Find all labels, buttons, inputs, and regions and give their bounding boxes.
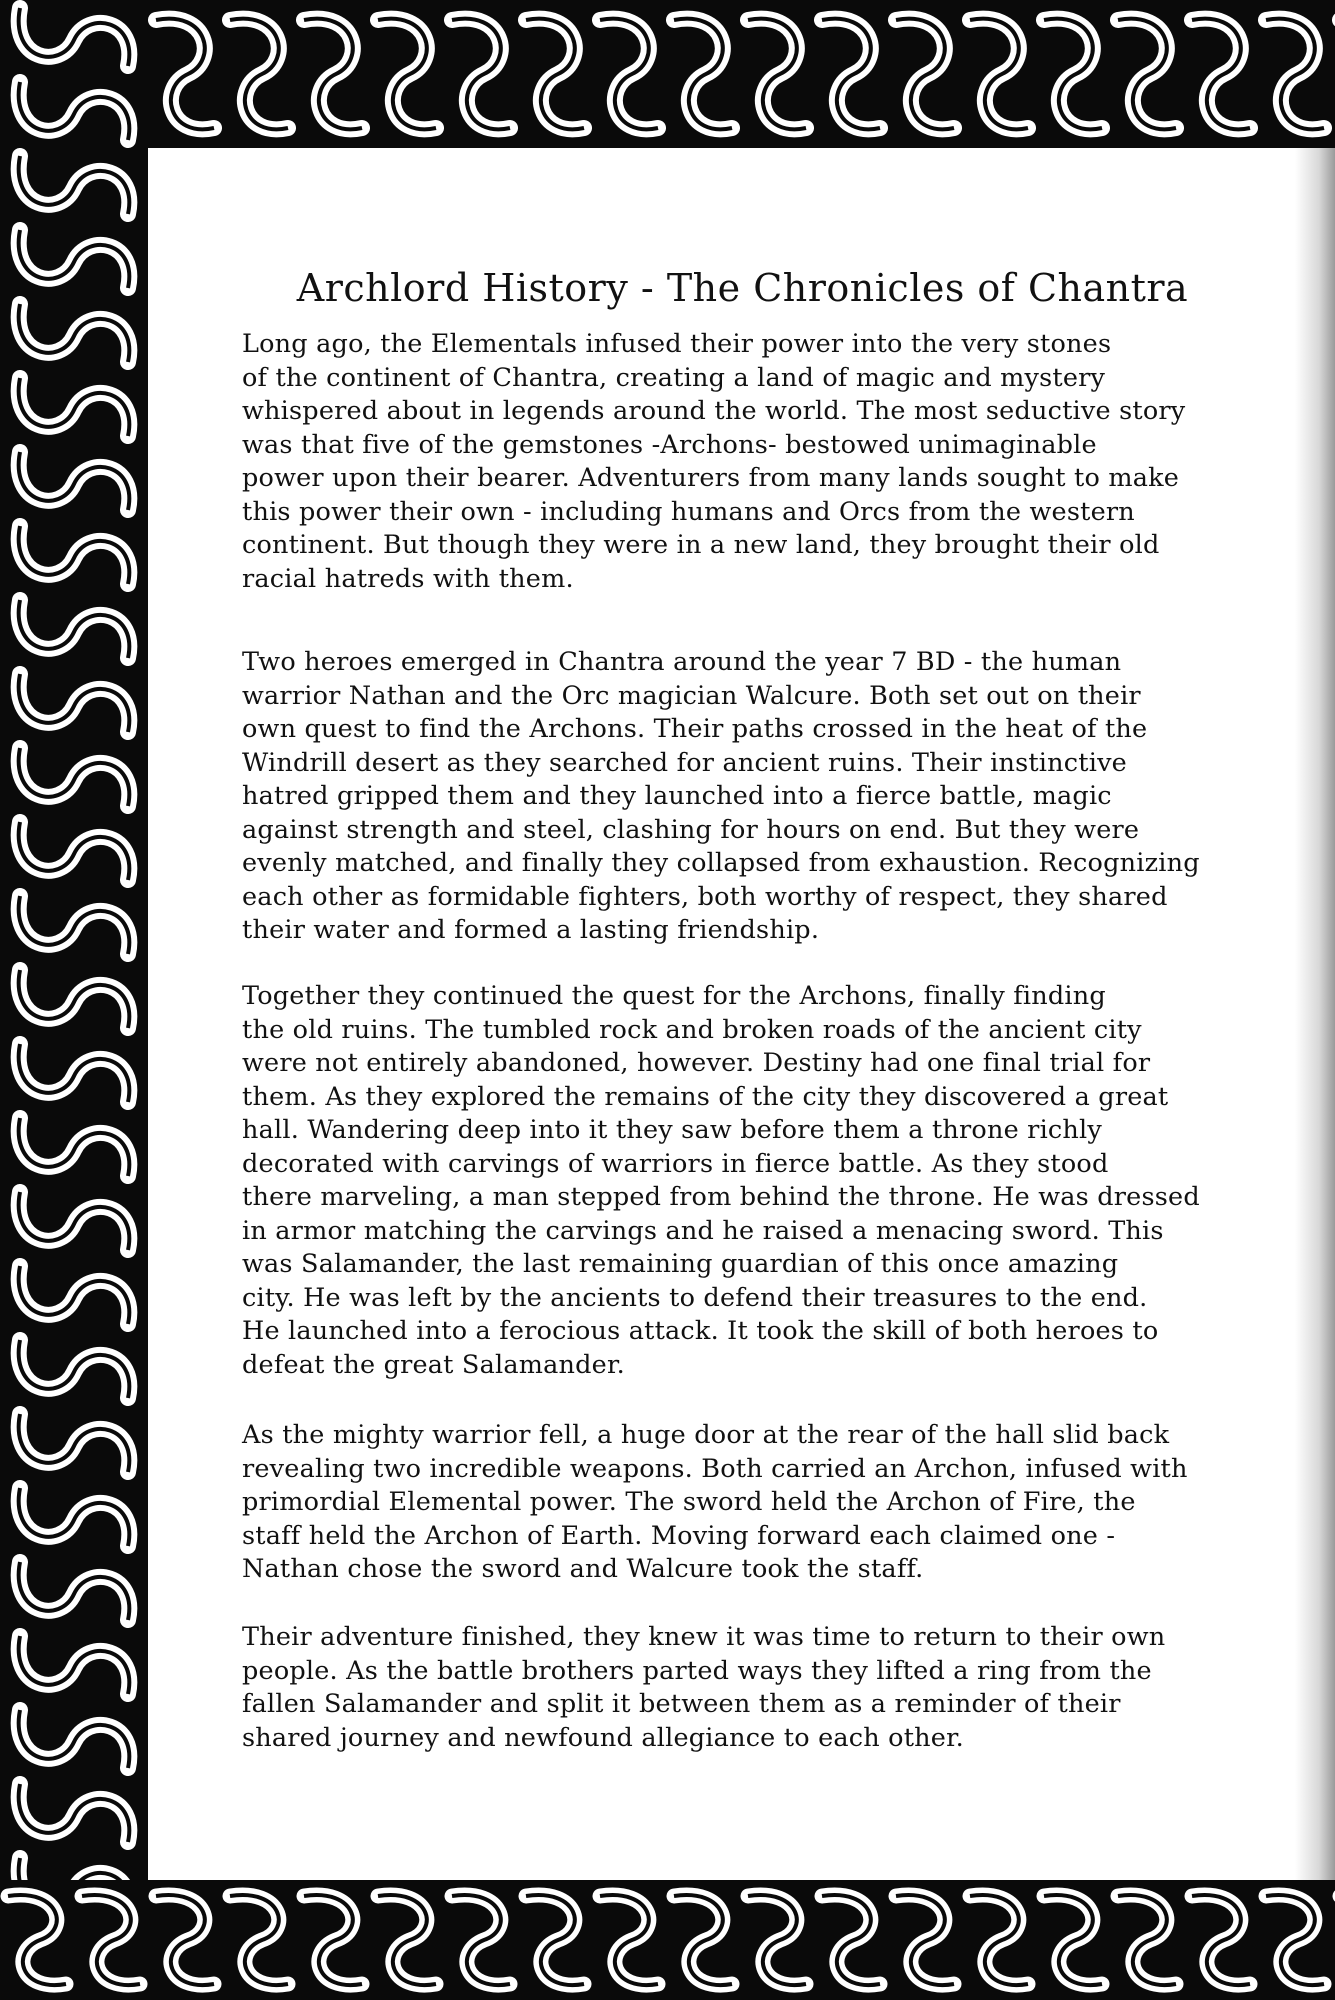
text-line: hall. Wandering deep into it they saw before them a throne richly (242, 1115, 1102, 1145)
text-line: Long ago, the Elementals infused their power into the very stones (242, 329, 1112, 359)
text-line: shared journey and newfound allegiance to each other. (242, 1722, 964, 1753)
paragraph-salamander (242, 980, 1302, 1382)
paragraph-weapons (242, 1419, 1302, 1587)
text-line: Nathan chose the sword and Walcure took the staff. (242, 1554, 924, 1584)
text-line: their water and formed a lasting friendship. (242, 915, 820, 945)
text-line: there marveling, a man stepped from behind the throne. He was dressed (242, 1182, 1200, 1212)
text-line: against strength and steel, clashing for hours on end. But they were (242, 814, 1140, 845)
text-line: hatred gripped them and they launched into a fierce battle, magic (242, 781, 1112, 811)
text-line: fallen Salamander and split it between them as a reminder of their (242, 1689, 1121, 1719)
text-line: was Salamander, the last remaining guardian of this once amazing (242, 1249, 1119, 1279)
text-line: Together they continued the quest for the Archons, finally finding (242, 981, 1106, 1011)
text-line: As the mighty warrior fell, a huge door at the rear of the hall slid back (242, 1420, 1170, 1450)
text-line: racial hatreds with them. (242, 563, 574, 594)
paragraph-ending (242, 1621, 1302, 1755)
paragraph-intro (242, 328, 1302, 596)
text-line: evenly matched, and finally they collapsed from exhaustion. Recognizing (242, 848, 1200, 878)
text-line: revealing two incredible weapons. Both carried an Archon, infused with (242, 1453, 1188, 1484)
text-line: city. He was left by the ancients to defend their treasures to the end. (242, 1282, 1148, 1313)
text-line: was that five of the gemstones -Archons- bestowed unimaginable (242, 429, 1097, 460)
text-line: the old ruins. The tumbled rock and broken roads of the ancient city (242, 1014, 1142, 1045)
text-line: in armor matching the carvings and he raised a menacing sword. This (242, 1215, 1164, 1246)
text-line: continent. But though they were in a new land, they brought their old (242, 530, 1160, 560)
text-line: whispered about in legends around the world. The most seductive story (242, 396, 1186, 426)
text-line: this power their own - including humans and Orcs from the western (242, 496, 1135, 527)
text-line: each other as formidable fighters, both worthy of respect, they shared (242, 881, 1168, 912)
text-line: were not entirely abandoned, however. Destiny had one final trial for (242, 1048, 1151, 1078)
text-line: He launched into a ferocious attack. It took the skill of both heroes to (242, 1316, 1159, 1346)
celtic-knot-border-top (0, 0, 1335, 148)
celtic-knot-border-bottom (0, 1880, 1335, 2000)
text-line: Windrill desert as they searched for ancient ruins. Their instinctive (242, 747, 1127, 778)
text-line: own quest to find the Archons. Their paths crossed in the heat of the (242, 714, 1148, 744)
text-line: warrior Nathan and the Orc magician Walcure. Both set out on their (242, 680, 1141, 711)
text-line: decorated with carvings of warriors in fierce battle. As they stood (242, 1148, 1109, 1179)
text-line: primordial Elemental power. The sword held the Archon of Fire, the (242, 1487, 1136, 1517)
text-line: Their adventure finished, they knew it was time to return to their own (242, 1622, 1166, 1652)
paragraph-heroes (242, 646, 1302, 948)
text-line: people. As the battle brothers parted ways they lifted a ring from the (242, 1655, 1152, 1686)
text-line: them. As they explored the remains of the city they discovered a great (242, 1081, 1169, 1112)
text-line: defeat the great Salamander. (242, 1349, 625, 1380)
text-line: Two heroes emerged in Chantra around the year 7 BD - the human (242, 647, 1122, 677)
text-line: of the continent of Chantra, creating a land of magic and mystery (242, 362, 1106, 393)
page-title: Archlord History - The Chronicles of Chantra (296, 266, 1189, 310)
text-line: staff held the Archon of Earth. Moving forward each claimed one - (242, 1520, 1116, 1551)
text-line: power upon their bearer. Adventurers from many lands sought to make (242, 463, 1180, 493)
